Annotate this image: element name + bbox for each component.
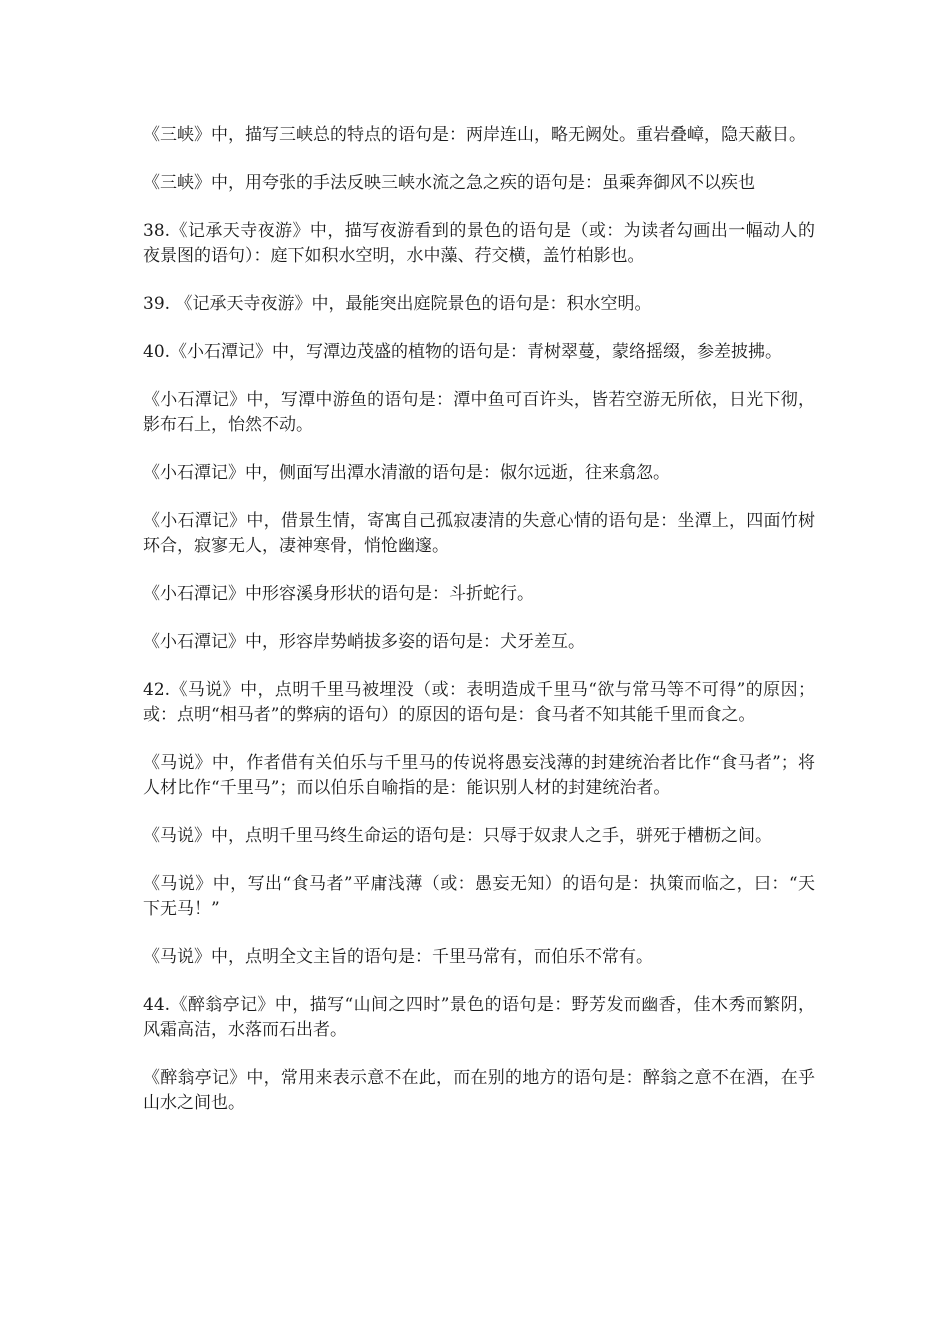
paragraph: 40.《小石潭记》中，写潭边茂盛的植物的语句是：青树翠蔓，蒙络摇缀，参差披拂。 bbox=[143, 342, 783, 362]
paragraph: 《三峡》中，用夸张的手法反映三峡水流之急之疾的语句是：虽乘奔御风不以疾也 bbox=[143, 173, 755, 193]
paragraph: 42.《马说》中，点明千里马被埋没（或：表明造成千里马“欲与常马等不可得”的原因；或：点明“相马者”的弊病的语句）的原因的语句是：食马者不知其能千里而食之。 bbox=[143, 680, 815, 725]
paragraph: 39. 《记承天寺夜游》中，最能突出庭院景色的语句是：积水空明。 bbox=[143, 294, 652, 314]
paragraph: 《马说》中，作者借有关伯乐与千里马的传说将愚妄浅薄的封建统治者比作“食马者”；将人材比作“千里马”；而以伯乐自喻指的是：能识别人材的封建统治者。 bbox=[143, 753, 815, 798]
paragraph: 《小石潭记》中形容溪身形状的语句是：斗折蛇行。 bbox=[143, 584, 534, 604]
paragraph: 《小石潭记》中，写潭中游鱼的语句是：潭中鱼可百许头，皆若空游无所依，日光下彻，影布石上，怡然不动。 bbox=[143, 390, 815, 435]
paragraph: 44.《醉翁亭记》中，描写“山间之四时”景色的语句是：野芳发而幽香，佳木秀而繁阴，风霜高洁，水落而石出者。 bbox=[143, 995, 815, 1040]
document-body bbox=[143, 123, 815, 1139]
paragraph: 38.《记承天寺夜游》中，描写夜游看到的景色的语句是（或：为读者勾画出一幅动人的夜景图的语句）：庭下如积水空明，水中藻、荇交横，盖竹柏影也。 bbox=[143, 221, 815, 266]
paragraph: 《马说》中，点明全文主旨的语句是：千里马常有，而伯乐不常有。 bbox=[143, 947, 653, 967]
paragraph: 《三峡》中，描写三峡总的特点的语句是：两岸连山，略无阙处。重岩叠嶂，隐天蔽日。 bbox=[143, 125, 806, 145]
paragraph: 《马说》中，写出“食马者”平庸浅薄（或：愚妄无知）的语句是：执策而临之，曰：“天下无马！” bbox=[143, 874, 815, 919]
paragraph: 《小石潭记》中，侧面写出潭水清澈的语句是：俶尔远逝，往来翕忽。 bbox=[143, 463, 670, 483]
paragraph: 《马说》中，点明千里马终生命运的语句是：只辱于奴隶人之手，骈死于槽枥之间。 bbox=[143, 826, 772, 846]
paragraph: 《小石潭记》中，借景生情，寄寓自己孤寂凄清的失意心情的语句是：坐潭上，四面竹树环合，寂寥无人，凄神寒骨，悄怆幽邃。 bbox=[143, 511, 815, 556]
paragraph: 《小石潭记》中，形容岸势峭拔多姿的语句是：犬牙差互。 bbox=[143, 632, 585, 652]
paragraph: 《醉翁亭记》中，常用来表示意不在此，而在别的地方的语句是：醉翁之意不在酒，在乎山水之间也。 bbox=[143, 1068, 815, 1113]
